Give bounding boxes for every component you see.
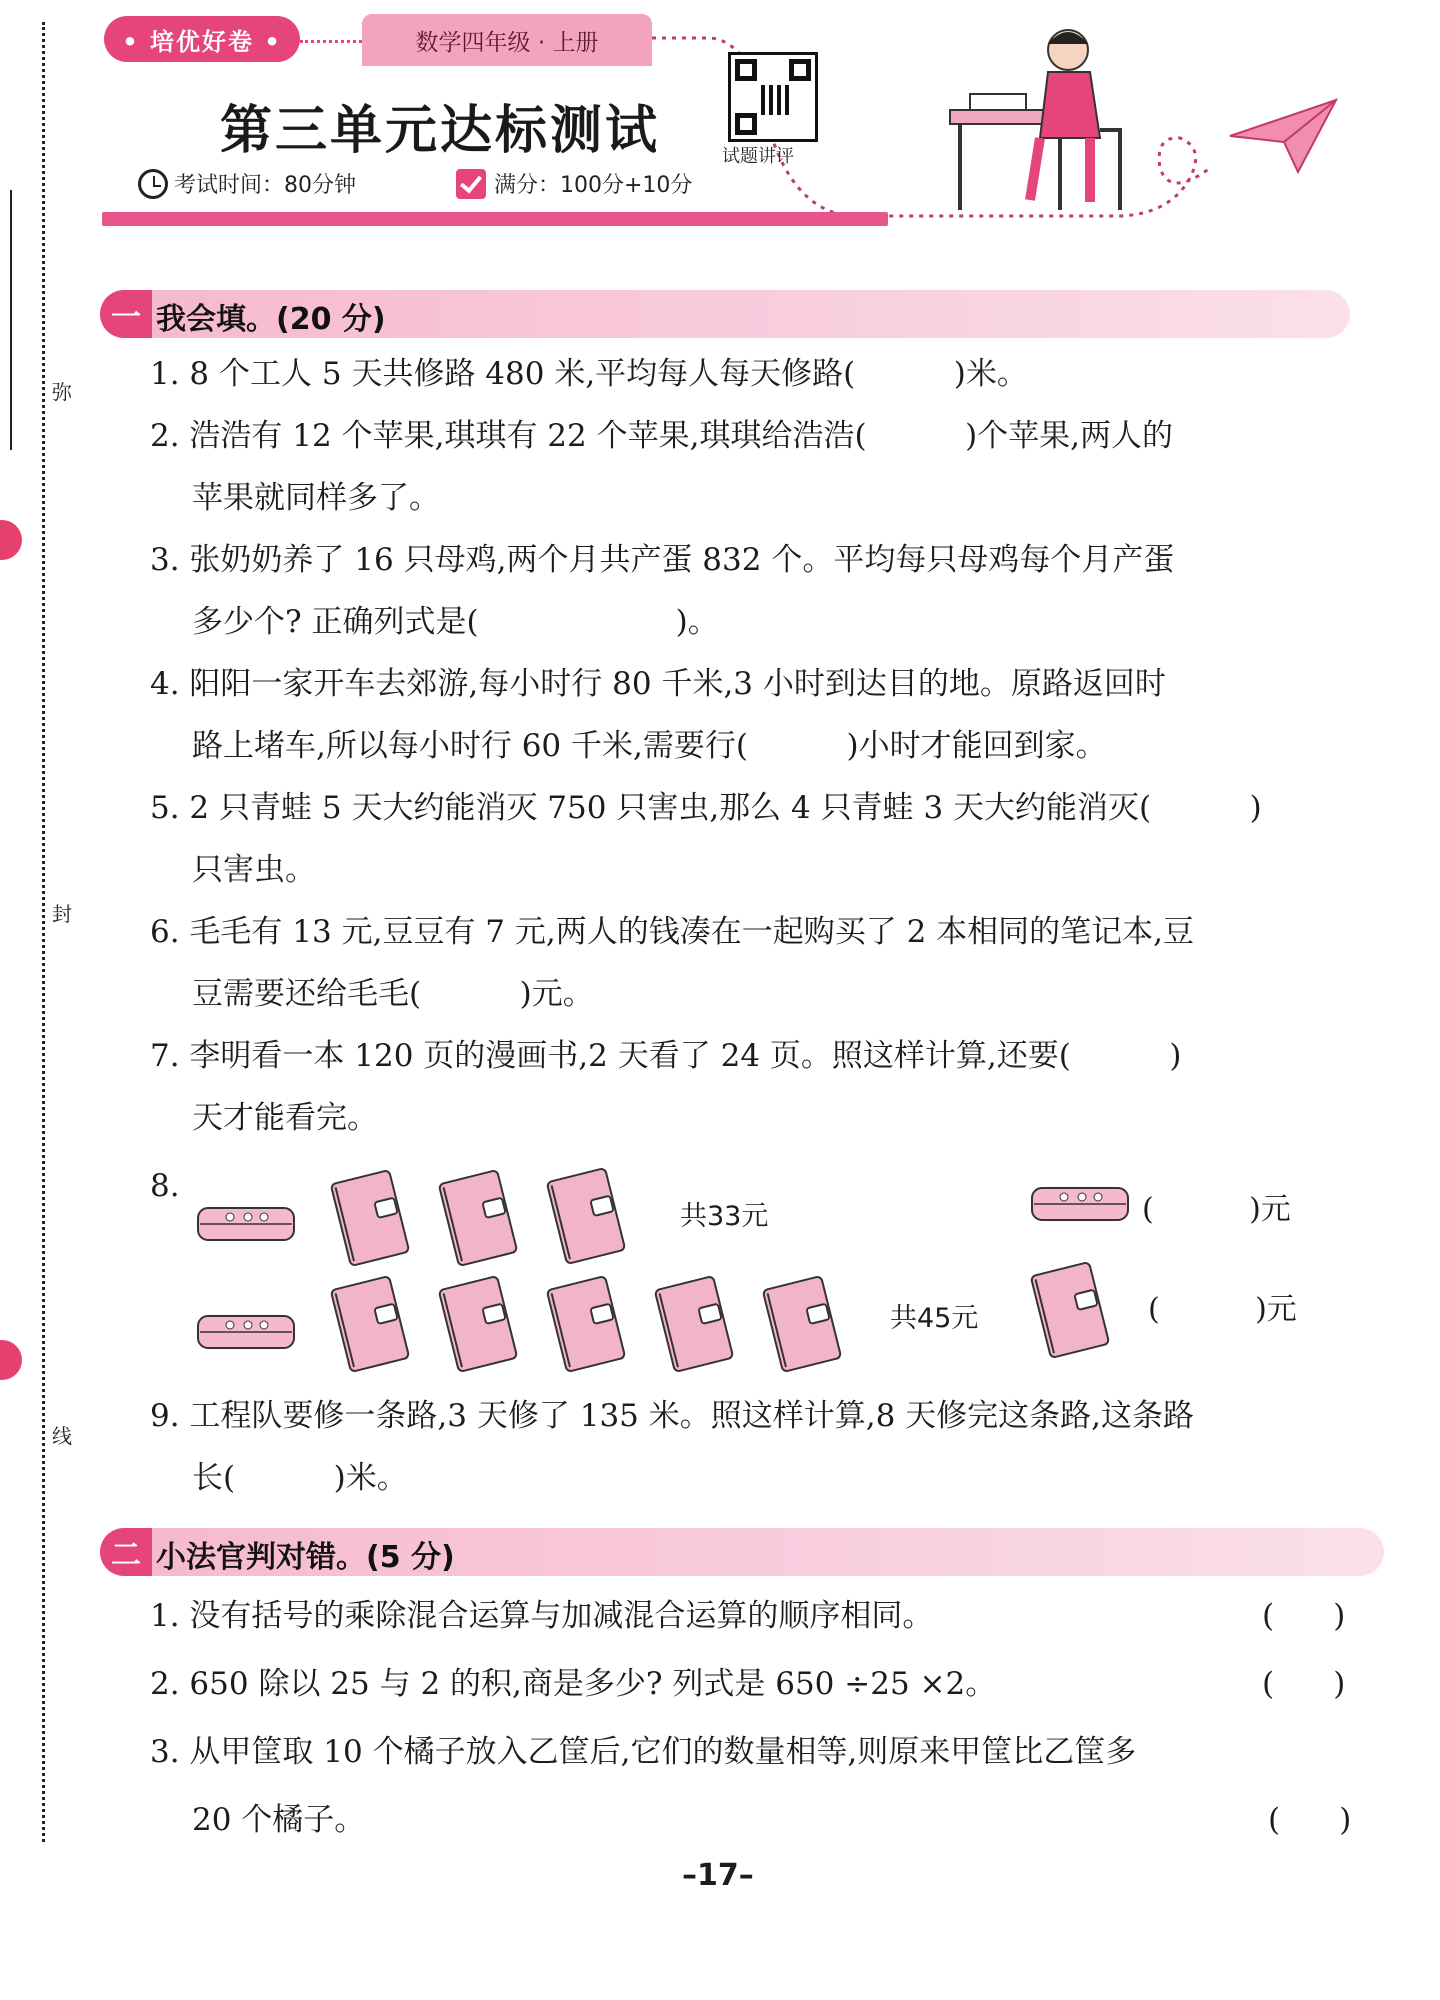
question-6: 6. 毛毛有 13 元,豆豆有 7 元,两人的钱凑在一起购买了 2 本相同的笔记本,豆 bbox=[150, 914, 1195, 950]
judge-answer-2[interactable]: ( ) bbox=[1262, 1666, 1346, 1702]
question-7: 7. 李明看一本 120 页的漫画书,2 天看了 24 页。照这样计算,还要( ) bbox=[150, 1038, 1182, 1074]
margin-char: 线 bbox=[52, 1424, 72, 1448]
pencil-case-icon bbox=[196, 1312, 296, 1352]
row1-total: 共33元 bbox=[680, 1201, 769, 1232]
exam-time bbox=[138, 168, 356, 199]
paper-plane-icon bbox=[1228, 96, 1338, 176]
q8-answer-2[interactable]: ( )元 bbox=[1148, 1292, 1297, 1327]
section-header-2 bbox=[100, 1528, 1384, 1576]
question-5: 5. 2 只青蛙 5 天大约能消灭 750 只害虫,那么 4 只青蛙 3 天大约能消灭( ) bbox=[150, 790, 1262, 826]
notebook-icon bbox=[762, 1276, 842, 1372]
binding-solid-line bbox=[10, 190, 12, 450]
notebook-icon bbox=[330, 1170, 410, 1266]
question-7-cont: 天才能看完。 bbox=[192, 1100, 378, 1136]
judge-question-3-cont: 20 个橘子。 bbox=[192, 1802, 366, 1838]
question-1: 1. 8 个工人 5 天共修路 480 米,平均每人每天修路( )米。 bbox=[150, 356, 1028, 392]
margin-char: 弥 bbox=[52, 380, 72, 404]
margin-hole-dot bbox=[0, 520, 22, 560]
judge-question-1: 1. 没有括号的乘除混合运算与加减混合运算的顺序相同。 bbox=[150, 1598, 934, 1634]
pencil-case-icon bbox=[1030, 1184, 1130, 1224]
question-3-cont: 多少个? 正确列式是( )。 bbox=[192, 604, 719, 640]
section-header-1 bbox=[100, 290, 1350, 338]
section-number: 二 bbox=[100, 1528, 152, 1576]
question-4: 4. 阳阳一家开车去郊游,每小时行 80 千米,3 小时到达目的地。原路返回时 bbox=[150, 666, 1166, 702]
pencil-case-icon bbox=[196, 1204, 296, 1244]
question-3: 3. 张奶奶养了 16 只母鸡,两个月共产蛋 832 个。平均每只母鸡每个月产蛋 bbox=[150, 542, 1175, 578]
series-tag: • 培优好卷 • bbox=[104, 16, 300, 62]
question-5-cont: 只害虫。 bbox=[192, 852, 316, 888]
page-number: –17– bbox=[682, 1858, 754, 1893]
qr-caption: 试题讲评 bbox=[722, 146, 794, 167]
notebook-icon bbox=[438, 1170, 518, 1266]
judge-answer-1[interactable]: ( ) bbox=[1262, 1598, 1346, 1634]
binding-dotted-line bbox=[42, 22, 45, 1842]
q8-answer-1[interactable]: ( )元 bbox=[1142, 1192, 1291, 1227]
section-title: 我会填。(20 分) bbox=[156, 302, 386, 337]
dotted-connector bbox=[300, 40, 362, 43]
question-8: 8. bbox=[150, 1168, 180, 1204]
checkmark-icon bbox=[456, 169, 486, 199]
row2-total: 共45元 bbox=[890, 1303, 979, 1334]
student-desk-illustration bbox=[940, 20, 1140, 220]
judge-answer-3[interactable]: ( ) bbox=[1268, 1802, 1352, 1838]
judge-question-3: 3. 从甲筐取 10 个橘子放入乙筐后,它们的数量相等,则原来甲筐比乙筐多 bbox=[150, 1734, 1137, 1770]
section-title: 小法官判对错。(5 分) bbox=[156, 1540, 455, 1575]
grade-tab: 数学四年级 · 上册 bbox=[362, 14, 652, 66]
margin-char: 封 bbox=[52, 902, 72, 926]
notebook-icon bbox=[330, 1276, 410, 1372]
question-2: 2. 浩浩有 12 个苹果,琪琪有 22 个苹果,琪琪给浩浩( )个苹果,两人的 bbox=[150, 418, 1174, 454]
qr-code-icon bbox=[728, 52, 818, 142]
question-9: 9. 工程队要修一条路,3 天修了 135 米。照这样计算,8 天修完这条路,这条路 bbox=[150, 1398, 1195, 1434]
exam-time-text: 考试时间：80分钟 bbox=[174, 173, 356, 198]
full-score bbox=[456, 168, 692, 199]
notebook-icon bbox=[654, 1276, 734, 1372]
full-score-text: 满分：100分+10分 bbox=[494, 173, 693, 198]
margin-hole-dot bbox=[0, 1340, 22, 1380]
page-title: 第三单元达标测试 bbox=[220, 101, 661, 161]
clock-icon bbox=[138, 169, 168, 199]
judge-question-2: 2. 650 除以 25 与 2 的积,商是多少? 列式是 650 ÷25 ×2。 bbox=[150, 1666, 997, 1702]
notebook-icon bbox=[546, 1276, 626, 1372]
notebook-icon bbox=[1030, 1262, 1110, 1358]
question-2-cont: 苹果就同样多了。 bbox=[192, 480, 440, 516]
question-9-cont: 长( )米。 bbox=[192, 1460, 408, 1496]
title-underline-bar bbox=[102, 212, 888, 226]
question-4-cont: 路上堵车,所以每小时行 60 千米,需要行( )小时才能回到家。 bbox=[192, 728, 1107, 764]
section-number: 一 bbox=[100, 290, 152, 338]
notebook-icon bbox=[438, 1276, 518, 1372]
notebook-icon bbox=[546, 1168, 626, 1264]
question-6-cont: 豆需要还给毛毛( )元。 bbox=[192, 976, 594, 1012]
